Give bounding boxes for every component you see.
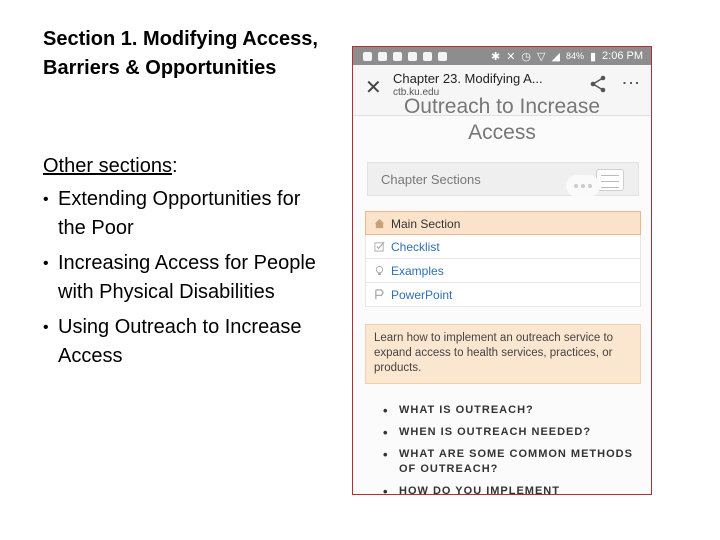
summary-box: Learn how to implement an outreach service to expand access to health services, practices, or products. [365, 324, 641, 384]
toc-item[interactable]: • WHAT ARE SOME COMMON METHODS OF OUTREACH? [383, 447, 645, 477]
other-sections-label[interactable]: Other sections [43, 155, 172, 177]
slide-title: Section 1. Modifying Access, Barriers & Opportunities [43, 28, 318, 79]
signal-icon: ◢ [551, 50, 560, 63]
chapter-sections-label: Chapter Sections [381, 172, 481, 187]
nav-label: Examples [391, 264, 444, 278]
play-icon [438, 52, 447, 61]
nav-item-main-section[interactable] [365, 211, 641, 235]
home-icon [374, 218, 385, 229]
wifi-icon: ▽ [537, 50, 546, 63]
checklist-icon [374, 241, 385, 252]
share-icon[interactable] [589, 75, 607, 93]
nav-item-examples[interactable] [365, 259, 641, 283]
status-right [491, 50, 651, 63]
toc-item[interactable]: • WHAT IS OUTREACH? [383, 403, 645, 418]
list-item: • Increasing Access for People with Physical Disabilities [43, 249, 333, 307]
page-heading-line1: Outreach to Increase [403, 95, 601, 118]
nav-item-checklist[interactable] [365, 235, 641, 259]
phone-screenshot [352, 46, 652, 495]
nav-label: Checklist [391, 240, 440, 254]
ellipsis-icon [566, 175, 600, 197]
powerpoint-icon [374, 289, 385, 300]
battery-icon: ▮ [589, 50, 597, 63]
nav-label: PowerPoint [391, 288, 453, 302]
table-of-contents [383, 403, 645, 495]
alarm-icon: ◷ [521, 50, 532, 63]
nav-label: Main Section [391, 217, 461, 231]
bluetooth-icon: ✱ [490, 50, 501, 63]
page-url: ctb.ku.edu [393, 87, 440, 98]
inbox-icon [393, 52, 402, 61]
page-heading [353, 97, 651, 145]
close-icon[interactable]: ✕ [365, 77, 382, 99]
lightbulb-icon [374, 265, 385, 276]
clock: 2:06 PM [602, 50, 643, 62]
more-vert-icon[interactable]: ⋮ [621, 74, 641, 92]
list-item: • Using Outreach to Increase Access [43, 313, 333, 371]
other-sections-list [43, 185, 333, 371]
other-sections [43, 152, 333, 377]
page-heading-line2: Access [468, 121, 536, 144]
add-icon [363, 52, 372, 61]
battery-level: 84% [565, 51, 584, 61]
parking-icon [378, 52, 387, 61]
mute-icon: ✕ [506, 50, 516, 63]
status-bar [353, 47, 651, 65]
page-title: Chapter 23. Modifying A... [393, 71, 543, 86]
toc-item[interactable]: • WHEN IS OUTREACH NEEDED? [383, 425, 645, 440]
list-item: • Extending Opportunities for the Poor [43, 185, 333, 243]
status-icons [353, 52, 447, 61]
app-icon [423, 52, 432, 61]
section-nav [365, 211, 641, 307]
nav-item-powerpoint[interactable] [365, 283, 641, 307]
other-sections-colon: : [171, 155, 178, 177]
message-icon [408, 52, 417, 61]
toc-item[interactable]: • HOW DO YOU IMPLEMENT [383, 484, 645, 495]
hamburger-icon[interactable] [596, 169, 624, 191]
